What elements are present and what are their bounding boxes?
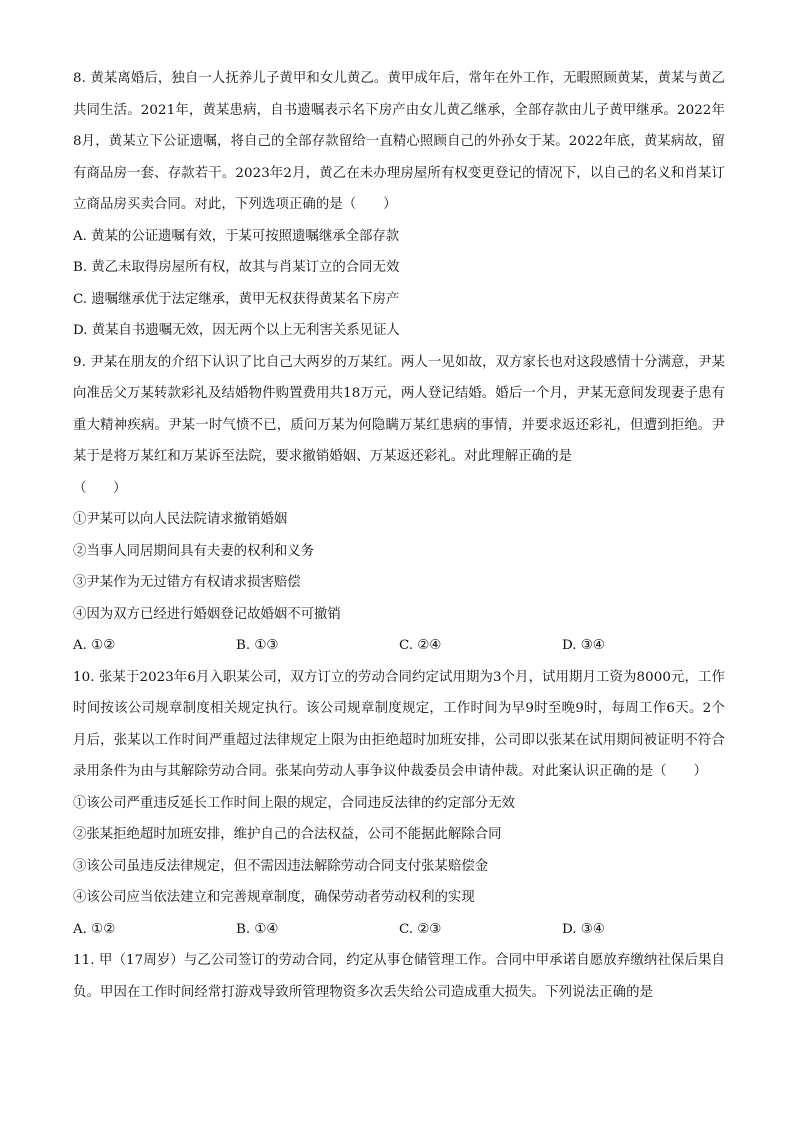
exam-page (73, 63, 725, 1008)
question-9-statement-4: ④因为双方已经进行婚姻登记故婚姻不可撤销 (73, 606, 341, 622)
question-9-option-a: A. ①② (73, 638, 116, 653)
question-10-statement-1: ①该公司严重违反延长工作时间上限的规定，合同违反法律的约定部分无效 (73, 795, 515, 811)
question-8-option-b: B. 黄乙未取得房屋所有权，故其与肖某订立的合同无效 (73, 260, 400, 275)
question-10-statement-3: ③该公司虽违反法律规定，但不需因违法解除劳动合同支付张某赔偿金 (73, 858, 489, 874)
question-9-statement-3: ③尹某作为无过错方有权请求损害赔偿 (73, 575, 301, 590)
question-9-stem: 9. 尹某在朋友的介绍下认识了比自己大两岁的万某红。两人一见如故，双方家长也对这段感情十分满意，尹某向准岳父万某转款彩礼及结婚物件购置费用共18万元，两人登记结婚。婚后一个月，尹某无意间发现妻子患有重大精神疾病。尹某一时气愤不已，质问万某为何隐瞒万某红患病的事情，并要求返还彩礼，但遭到拒绝。尹某于是将万某红和万某诉至法院，要求撤销婚姻、万某返还彩礼。对此理解正确的是 (73, 354, 725, 464)
question-10-option-a: A. ①② (73, 921, 116, 937)
question-9-option-c: C. ②④ (399, 638, 442, 653)
question-10 (73, 662, 725, 946)
question-10-option-d: D. ③④ (562, 921, 605, 937)
question-10-statement-4: ④该公司应当依法建立和完善规章制度，确保劳动者劳动权利的实现 (73, 890, 475, 905)
question-10-options (73, 914, 725, 946)
question-8-option-c: C. 遗嘱继承优于法定继承，黄甲无权获得黄某名下房产 (73, 291, 400, 307)
question-10-option-b: B. ①④ (236, 921, 279, 937)
question-8-stem: 8. 黄某离婚后，独自一人抚养儿子黄甲和女儿黄乙。黄甲成年后，常年在外工作，无暇照顾黄某，黄某与黄乙共同生活。2021年，黄某患病，自书遗嘱表示名下房产由女儿黄乙继承，全部存款由儿子黄甲继承。2022年8月，黄某立下公证遗嘱，将自己的全部存款留给一直精心照顾自己的外孙女于某。2022年底，黄某病故，留有商品房一套、存款若干。2023年2月，黄乙在未办理房屋所有权变更登记的情况下，以自己的名义和肖某订立商品房买卖合同。对此，下列选项正确的是（ ） (73, 71, 725, 212)
question-9-answer-paren: （ ） (73, 480, 127, 496)
question-10-option-c: C. ②③ (399, 921, 442, 937)
question-10-statement-2: ②张某拒绝超时加班安排，维护自己的合法权益，公司不能据此解除合同 (73, 827, 502, 842)
question-9-statement-2: ②当事人同居期间具有夫妻的权利和义务 (73, 543, 315, 559)
question-11-stem: 11. 甲（17周岁）与乙公司签订的劳动合同，约定从事仓储管理工作。合同中甲承诺自愿放弃缴纳社保后果自负。甲因在工作时间经常打游戏导致所管理物资多次丢失给公司造成重大损失。下列说法正确的是 (73, 953, 725, 1000)
question-9-options (73, 630, 725, 662)
question-9-option-d: D. ③④ (562, 638, 605, 653)
question-8-option-d: D. 黄某自书遗嘱无效，因无两个以上无利害关系见证人 (73, 323, 400, 338)
question-9-statement-1: ①尹某可以向人民法院请求撤销婚姻 (73, 512, 288, 527)
question-8 (73, 63, 725, 347)
question-9-option-b: B. ①③ (236, 638, 279, 653)
question-10-stem: 10. 张某于2023年6月入职某公司，双方订立的劳动合同约定试用期为3个月，试用期月工资为8000元，工作时间按该公司规章制度相关规定执行。该公司规章制度规定，工作时间为早9时至晚9时，每周工作6天。2个月后，张某以工作时间严重超过法律规定上限为由拒绝超时加班安排，公司即以张某在试用期间被证明不符合录用条件为由与其解除劳动合同。张某向劳动人事争议仲裁委员会申请仲裁。对此案认识正确的是（ ） (73, 669, 725, 779)
question-11 (73, 945, 725, 1008)
question-9 (73, 347, 725, 662)
question-8-option-a: A. 黄某的公证遗嘱有效，于某可按照遗嘱继承全部存款 (73, 228, 400, 244)
